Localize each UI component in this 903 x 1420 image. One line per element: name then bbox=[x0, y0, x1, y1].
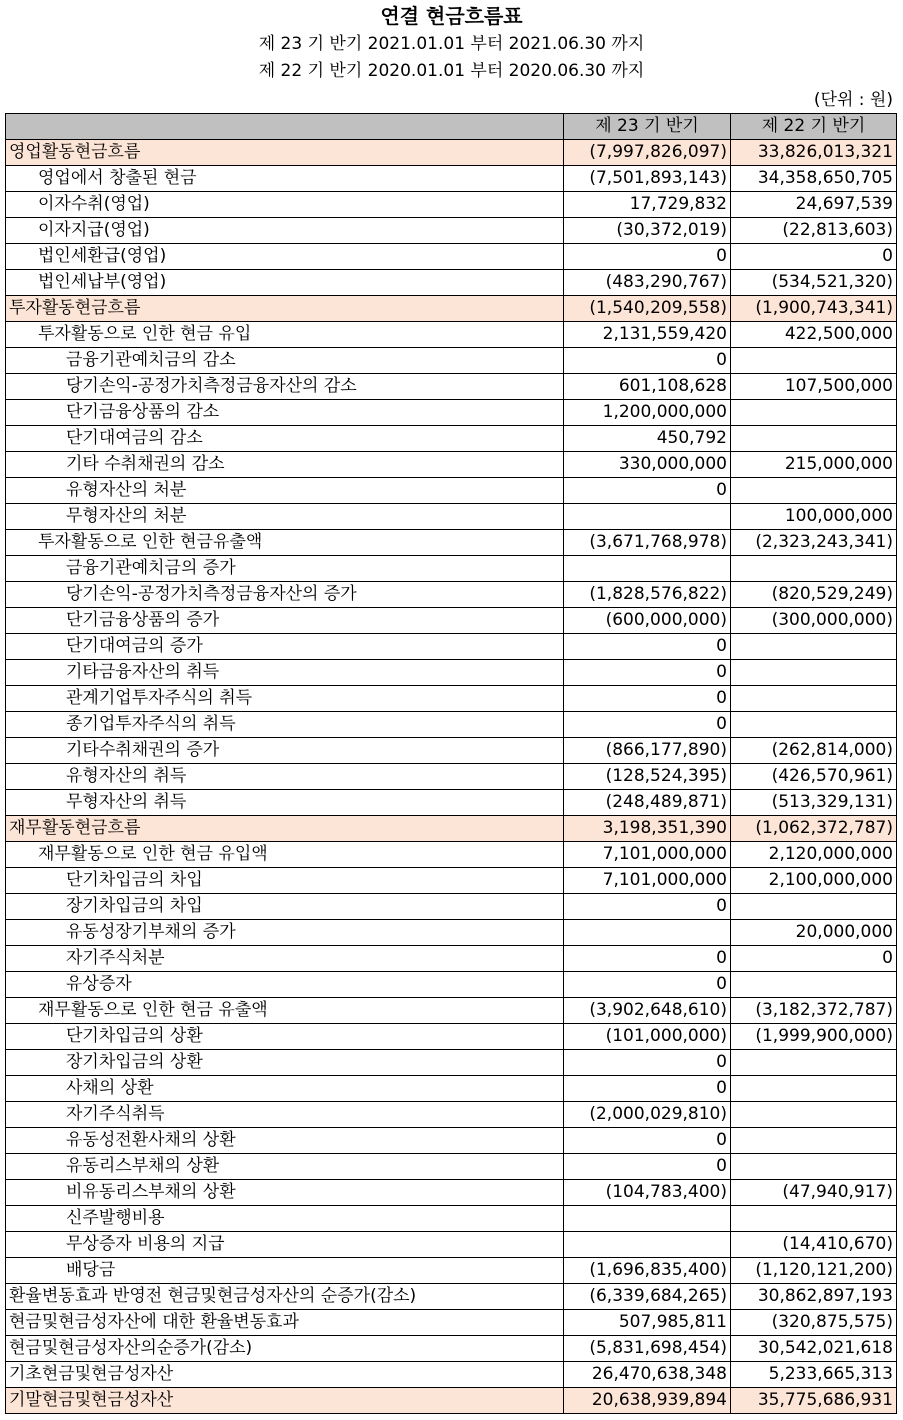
table-row bbox=[6, 1232, 897, 1258]
current-period-value: (3,902,648,610) bbox=[564, 998, 731, 1024]
current-period-value: (483,290,767) bbox=[564, 270, 731, 296]
prior-period-value: 20,000,000 bbox=[731, 920, 897, 946]
row-label: 신주발행비용 bbox=[6, 1206, 564, 1232]
current-period-value: 0 bbox=[564, 1154, 731, 1180]
row-label: 단기차입금의 상환 bbox=[6, 1024, 564, 1050]
prior-period-value: (534,521,320) bbox=[731, 270, 897, 296]
table-row bbox=[6, 790, 897, 816]
table-row bbox=[6, 1206, 897, 1232]
prior-period-value: (1,120,121,200) bbox=[731, 1258, 897, 1284]
current-period-value: 330,000,000 bbox=[564, 452, 731, 478]
table-row bbox=[6, 1258, 897, 1284]
prior-period-value: (513,329,131) bbox=[731, 790, 897, 816]
table-row bbox=[6, 322, 897, 348]
row-label: 단기금융상품의 증가 bbox=[6, 608, 564, 634]
current-period-value: 0 bbox=[564, 686, 731, 712]
prior-period-value bbox=[731, 400, 897, 426]
table-row bbox=[6, 296, 897, 322]
table-row bbox=[6, 556, 897, 582]
table-row bbox=[6, 1180, 897, 1206]
prior-period-value: 33,826,013,321 bbox=[731, 140, 897, 166]
table-row bbox=[6, 530, 897, 556]
current-period-value: (248,489,871) bbox=[564, 790, 731, 816]
table-row bbox=[6, 452, 897, 478]
row-label: 기타 수취채권의 감소 bbox=[6, 452, 564, 478]
row-label: 관계기업투자주식의 취득 bbox=[6, 686, 564, 712]
current-period-value: 0 bbox=[564, 972, 731, 998]
prior-period-value: (300,000,000) bbox=[731, 608, 897, 634]
row-label: 현금및현금성자산의순증가(감소) bbox=[6, 1336, 564, 1362]
table-row bbox=[6, 192, 897, 218]
table-row bbox=[6, 868, 897, 894]
unit-label: (단위 : 원) bbox=[813, 90, 893, 110]
statement-title: 연결 현금흐름표 bbox=[380, 4, 523, 28]
row-label: 무형자산의 취득 bbox=[6, 790, 564, 816]
current-period-value: 7,101,000,000 bbox=[564, 842, 731, 868]
table-row bbox=[6, 348, 897, 374]
prior-period-value: (14,410,670) bbox=[731, 1232, 897, 1258]
prior-period-value bbox=[731, 1076, 897, 1102]
current-period-value bbox=[564, 1232, 731, 1258]
prior-period-value: (2,323,243,341) bbox=[731, 530, 897, 556]
prior-period-value: 107,500,000 bbox=[731, 374, 897, 400]
prior-period-value bbox=[731, 686, 897, 712]
prior-period-value bbox=[731, 1206, 897, 1232]
prior-period-value: (3,182,372,787) bbox=[731, 998, 897, 1024]
current-period-value: 17,729,832 bbox=[564, 192, 731, 218]
header-account bbox=[6, 114, 564, 140]
table-row bbox=[6, 140, 897, 166]
row-label: 배당금 bbox=[6, 1258, 564, 1284]
table-row bbox=[6, 1050, 897, 1076]
table-row bbox=[6, 920, 897, 946]
prior-period-value: 24,697,539 bbox=[731, 192, 897, 218]
row-label: 사채의 상환 bbox=[6, 1076, 564, 1102]
current-period-value: 26,470,638,348 bbox=[564, 1362, 731, 1388]
current-period-value: 0 bbox=[564, 1128, 731, 1154]
row-label: 재무활동으로 인한 현금 유출액 bbox=[6, 998, 564, 1024]
row-label: 종기업투자주식의 취득 bbox=[6, 712, 564, 738]
table-row bbox=[6, 894, 897, 920]
row-label: 자기주식처분 bbox=[6, 946, 564, 972]
table-row bbox=[6, 816, 897, 842]
row-label: 이자수취(영업) bbox=[6, 192, 564, 218]
table-row bbox=[6, 1128, 897, 1154]
prior-period-value: (820,529,249) bbox=[731, 582, 897, 608]
prior-period-value bbox=[731, 712, 897, 738]
table-row bbox=[6, 1284, 897, 1310]
row-label: 금융기관예치금의 증가 bbox=[6, 556, 564, 582]
table-row bbox=[6, 634, 897, 660]
row-label: 재무활동으로 인한 현금 유입액 bbox=[6, 842, 564, 868]
table-row bbox=[6, 608, 897, 634]
row-label: 유형자산의 처분 bbox=[6, 478, 564, 504]
current-period-value: (101,000,000) bbox=[564, 1024, 731, 1050]
row-label: 비유동리스부채의 상환 bbox=[6, 1180, 564, 1206]
current-period-value: (2,000,029,810) bbox=[564, 1102, 731, 1128]
current-period-value: 1,200,000,000 bbox=[564, 400, 731, 426]
row-label: 재무활동현금흐름 bbox=[6, 816, 564, 842]
table-row bbox=[6, 1076, 897, 1102]
prior-period-value bbox=[731, 426, 897, 452]
row-label: 자기주식취득 bbox=[6, 1102, 564, 1128]
prior-period-value bbox=[731, 1154, 897, 1180]
current-period-value: 0 bbox=[564, 894, 731, 920]
current-period-value bbox=[564, 1206, 731, 1232]
table-row bbox=[6, 218, 897, 244]
row-label: 단기금융상품의 감소 bbox=[6, 400, 564, 426]
row-label: 이자지급(영업) bbox=[6, 218, 564, 244]
table-body bbox=[6, 140, 897, 1414]
table-row bbox=[6, 400, 897, 426]
row-label: 당기손익-공정가치측정금융자산의 감소 bbox=[6, 374, 564, 400]
row-label: 투자활동으로 인한 현금유출액 bbox=[6, 530, 564, 556]
table-row bbox=[6, 374, 897, 400]
prior-period-value bbox=[731, 894, 897, 920]
current-period-value: (866,177,890) bbox=[564, 738, 731, 764]
row-label: 기타수취채권의 증가 bbox=[6, 738, 564, 764]
current-period-value: 20,638,939,894 bbox=[564, 1388, 731, 1414]
prior-period-value: 2,100,000,000 bbox=[731, 868, 897, 894]
current-period-value: (30,372,019) bbox=[564, 218, 731, 244]
current-period-value: 3,198,351,390 bbox=[564, 816, 731, 842]
table-row bbox=[6, 764, 897, 790]
current-period-value: 0 bbox=[564, 634, 731, 660]
current-period-value: 0 bbox=[564, 244, 731, 270]
table-row bbox=[6, 946, 897, 972]
row-label: 무상증자 비용의 지급 bbox=[6, 1232, 564, 1258]
row-label: 유동리스부채의 상환 bbox=[6, 1154, 564, 1180]
prior-period-value: 34,358,650,705 bbox=[731, 166, 897, 192]
current-period-value: 601,108,628 bbox=[564, 374, 731, 400]
current-period-value: 0 bbox=[564, 478, 731, 504]
header-current-period: 제 23 기 반기 bbox=[564, 114, 731, 140]
table-row bbox=[6, 504, 897, 530]
current-period-value: 0 bbox=[564, 712, 731, 738]
row-label: 유동성장기부채의 증가 bbox=[6, 920, 564, 946]
row-label: 단기대여금의 증가 bbox=[6, 634, 564, 660]
table-row bbox=[6, 1310, 897, 1336]
prior-period-value: (1,062,372,787) bbox=[731, 816, 897, 842]
period-prior: 제 22 기 반기 2020.01.01 부터 2020.06.30 까지 bbox=[258, 61, 645, 81]
current-period-value: (1,828,576,822) bbox=[564, 582, 731, 608]
table-row bbox=[6, 1024, 897, 1050]
header-prior-period: 제 22 기 반기 bbox=[731, 114, 897, 140]
prior-period-value: (320,875,575) bbox=[731, 1310, 897, 1336]
table-row bbox=[6, 582, 897, 608]
current-period-value: (7,501,893,143) bbox=[564, 166, 731, 192]
prior-period-value bbox=[731, 634, 897, 660]
row-label: 영업에서 창출된 현금 bbox=[6, 166, 564, 192]
current-period-value bbox=[564, 556, 731, 582]
current-period-value: 2,131,559,420 bbox=[564, 322, 731, 348]
row-label: 단기차입금의 차입 bbox=[6, 868, 564, 894]
table-row bbox=[6, 660, 897, 686]
current-period-value bbox=[564, 504, 731, 530]
current-period-value: (5,831,698,454) bbox=[564, 1336, 731, 1362]
row-label: 유상증자 bbox=[6, 972, 564, 998]
current-period-value: 7,101,000,000 bbox=[564, 868, 731, 894]
table-row bbox=[6, 244, 897, 270]
current-period-value: 0 bbox=[564, 1050, 731, 1076]
current-period-value: 0 bbox=[564, 1076, 731, 1102]
table-row bbox=[6, 1388, 897, 1414]
current-period-value: (3,671,768,978) bbox=[564, 530, 731, 556]
prior-period-value: (426,570,961) bbox=[731, 764, 897, 790]
table-row bbox=[6, 426, 897, 452]
prior-period-value: 0 bbox=[731, 946, 897, 972]
table-row bbox=[6, 166, 897, 192]
current-period-value: 0 bbox=[564, 348, 731, 374]
row-label: 법인세납부(영업) bbox=[6, 270, 564, 296]
prior-period-value bbox=[731, 348, 897, 374]
current-period-value: 0 bbox=[564, 946, 731, 972]
prior-period-value: (22,813,603) bbox=[731, 218, 897, 244]
row-label: 기말현금및현금성자산 bbox=[6, 1388, 564, 1414]
row-label: 투자활동으로 인한 현금 유입 bbox=[6, 322, 564, 348]
prior-period-value: 30,862,897,193 bbox=[731, 1284, 897, 1310]
prior-period-value bbox=[731, 1102, 897, 1128]
current-period-value: (1,540,209,558) bbox=[564, 296, 731, 322]
prior-period-value bbox=[731, 660, 897, 686]
prior-period-value: 0 bbox=[731, 244, 897, 270]
current-period-value: (1,696,835,400) bbox=[564, 1258, 731, 1284]
prior-period-value: 30,542,021,618 bbox=[731, 1336, 897, 1362]
prior-period-value bbox=[731, 1128, 897, 1154]
current-period-value: (6,339,684,265) bbox=[564, 1284, 731, 1310]
row-label: 금융기관예치금의 감소 bbox=[6, 348, 564, 374]
table-row bbox=[6, 738, 897, 764]
row-label: 유형자산의 취득 bbox=[6, 764, 564, 790]
prior-period-value: (1,999,900,000) bbox=[731, 1024, 897, 1050]
current-period-value: (7,997,826,097) bbox=[564, 140, 731, 166]
current-period-value: (600,000,000) bbox=[564, 608, 731, 634]
table-row bbox=[6, 1154, 897, 1180]
table-row bbox=[6, 478, 897, 504]
prior-period-value: 5,233,665,313 bbox=[731, 1362, 897, 1388]
current-period-value: 507,985,811 bbox=[564, 1310, 731, 1336]
row-label: 투자활동현금흐름 bbox=[6, 296, 564, 322]
row-label: 장기차입금의 차입 bbox=[6, 894, 564, 920]
table-row bbox=[6, 842, 897, 868]
row-label: 현금및현금성자산에 대한 환율변동효과 bbox=[6, 1310, 564, 1336]
table-row bbox=[6, 972, 897, 998]
prior-period-value bbox=[731, 556, 897, 582]
row-label: 환율변동효과 반영전 현금및현금성자산의 순증가(감소) bbox=[6, 1284, 564, 1310]
row-label: 영업활동현금흐름 bbox=[6, 140, 564, 166]
prior-period-value: (262,814,000) bbox=[731, 738, 897, 764]
row-label: 유동성전환사채의 상환 bbox=[6, 1128, 564, 1154]
current-period-value bbox=[564, 920, 731, 946]
prior-period-value bbox=[731, 478, 897, 504]
current-period-value: 0 bbox=[564, 660, 731, 686]
prior-period-value bbox=[731, 1050, 897, 1076]
prior-period-value: 100,000,000 bbox=[731, 504, 897, 530]
prior-period-value bbox=[731, 972, 897, 998]
table-row bbox=[6, 1336, 897, 1362]
period-current: 제 23 기 반기 2021.01.01 부터 2021.06.30 까지 bbox=[258, 34, 645, 54]
table-row bbox=[6, 712, 897, 738]
current-period-value: (128,524,395) bbox=[564, 764, 731, 790]
row-label: 법인세환급(영업) bbox=[6, 244, 564, 270]
table-row bbox=[6, 270, 897, 296]
current-period-value: 450,792 bbox=[564, 426, 731, 452]
table-row bbox=[6, 1102, 897, 1128]
prior-period-value: 422,500,000 bbox=[731, 322, 897, 348]
prior-period-value: 2,120,000,000 bbox=[731, 842, 897, 868]
prior-period-value: (47,940,917) bbox=[731, 1180, 897, 1206]
table-row bbox=[6, 998, 897, 1024]
row-label: 단기대여금의 감소 bbox=[6, 426, 564, 452]
row-label: 기타금융자산의 취득 bbox=[6, 660, 564, 686]
prior-period-value: 35,775,686,931 bbox=[731, 1388, 897, 1414]
table-header-row bbox=[6, 114, 897, 140]
row-label: 기초현금및현금성자산 bbox=[6, 1362, 564, 1388]
row-label: 무형자산의 처분 bbox=[6, 504, 564, 530]
prior-period-value: (1,900,743,341) bbox=[731, 296, 897, 322]
cash-flow-table bbox=[5, 113, 897, 1414]
prior-period-value: 215,000,000 bbox=[731, 452, 897, 478]
row-label: 당기손익-공정가치측정금융자산의 증가 bbox=[6, 582, 564, 608]
current-period-value: (104,783,400) bbox=[564, 1180, 731, 1206]
row-label: 장기차입금의 상환 bbox=[6, 1050, 564, 1076]
table-row bbox=[6, 686, 897, 712]
table-row bbox=[6, 1362, 897, 1388]
